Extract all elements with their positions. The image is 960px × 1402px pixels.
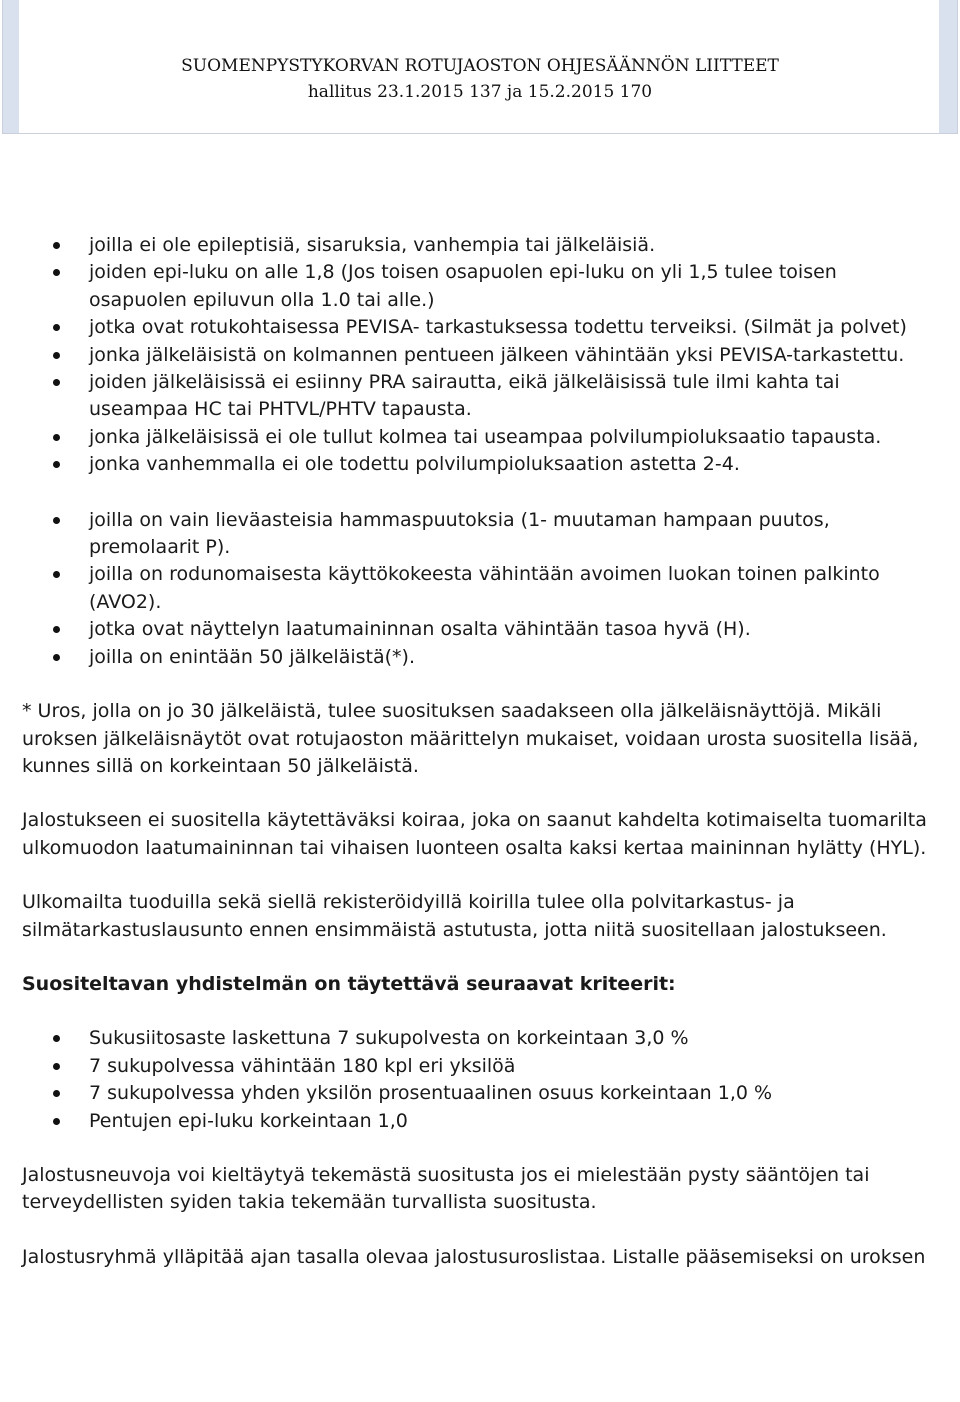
bullet-icon xyxy=(53,242,60,249)
bullet-icon xyxy=(53,379,60,386)
criteria-list-1 xyxy=(22,232,938,479)
list-item: joilla on rodunomaisesta käyttökokeesta vähintään avoimen luokan toinen palkinto (AVO2). xyxy=(22,561,938,616)
bullet-icon xyxy=(53,626,60,633)
advisor-refusal-paragraph: Jalostusneuvoja voi kieltäytyä tekemästä suositusta jos ei mielestään pysty sääntöjen tai terveydellisten syiden takia tekemään turvallista suositusta. xyxy=(22,1163,870,1214)
bullet-icon xyxy=(53,1118,60,1125)
bullet-icon xyxy=(53,1063,60,1070)
criteria-list-2 xyxy=(22,507,938,671)
combination-criteria-list xyxy=(22,1025,938,1135)
not-recommended-paragraph: Jalostukseen ei suositella käytettäväksi koiraa, joka on saanut kahdelta kotimaiselta tuomarilta ulkomuodon laatumaininnan tai vihaisen luonteen osalta kaksi kertaa maininnan hylätty (HYL). xyxy=(22,809,927,859)
list-item: 7 sukupolvessa vähintään 180 kpl eri yksilöä xyxy=(22,1053,938,1080)
list-item: jotka ovat rotukohtaisessa PEVISA- tarkastuksessa todettu terveiksi. (Silmät ja polvet) xyxy=(22,314,938,341)
document-title: SUOMENPYSTYKORVAN ROTUJAOSTON OHJESÄÄNNÖN LIITTEET xyxy=(181,56,779,76)
bullet-icon xyxy=(53,517,60,524)
bullet-icon xyxy=(53,1090,60,1097)
bullet-icon xyxy=(53,654,60,661)
bullet-icon xyxy=(53,269,60,276)
bullet-icon xyxy=(53,461,60,468)
list-item: jonka jälkeläisistä on kolmannen pentueen jälkeen vähintään yksi PEVISA-tarkastettu. xyxy=(22,342,938,369)
list-item: 7 sukupolvessa yhden yksilön prosentuaalinen osuus korkeintaan 1,0 % xyxy=(22,1080,938,1107)
bullet-icon xyxy=(53,352,60,359)
combination-heading: Suositeltavan yhdistelmän on täytettävä seuraavat kriteerit: xyxy=(22,972,676,995)
stud-list-paragraph: Jalostusryhmä ylläpitää ajan tasalla olevaa jalostusuroslistaa. Listalle pääsemiseksi on uroksen xyxy=(22,1245,926,1268)
list-item: jotka ovat näyttelyn laatumaininnan osalta vähintään tasoa hyvä (H). xyxy=(22,616,938,643)
imported-dogs-paragraph: Ulkomailta tuoduilla sekä siellä rekisteröidyillä koirilla tulee olla polvitarkastus- ja silmätarkastuslausunto ennen ensimmäistä astutusta, jotta niitä suositellaan jalostukseen. xyxy=(22,891,887,941)
list-item: Pentujen epi-luku korkeintaan 1,0 xyxy=(22,1108,938,1135)
list-item: joilla on vain lieväasteisia hammaspuutoksia (1- muutaman hampaan puutos, premolaarit P). xyxy=(22,507,938,562)
document-subtitle: hallitus 23.1.2015 137 ja 15.2.2015 170 xyxy=(307,82,653,102)
list-item: joilla ei ole epileptisiä, sisaruksia, vanhempia tai jälkeläisiä. xyxy=(22,232,938,259)
bullet-icon xyxy=(53,1035,60,1042)
page-header xyxy=(2,0,958,134)
list-item: joiden epi-luku on alle 1,8 (Jos toisen osapuolen epi-luku on yli 1,5 tulee toisen osapuolen epiluvun olla 1.0 tai alle.) xyxy=(22,259,938,314)
list-item: joilla on enintään 50 jälkeläistä(*). xyxy=(22,644,938,671)
document-body xyxy=(22,232,938,1271)
footnote-paragraph: * Uros, jolla on jo 30 jälkeläistä, tulee suosituksen saadakseen olla jälkeläisnäyttöjä. Mikäli uroksen jälkeläisnäytöt ovat rotujaoston määrittelyn mukaiset, voidaan urosta suositella lisää, kunnes sillä on korkeintaan 50 jälkeläistä. xyxy=(22,700,919,777)
bullet-icon xyxy=(53,324,60,331)
bullet-icon xyxy=(53,434,60,441)
list-item: Sukusiitosaste laskettuna 7 sukupolvesta on korkeintaan 3,0 % xyxy=(22,1025,938,1052)
list-item: jonka jälkeläisissä ei ole tullut kolmea tai useampaa polvilumpioluksaatio tapausta. xyxy=(22,424,938,451)
bullet-icon xyxy=(53,571,60,578)
list-item: jonka vanhemmalla ei ole todettu polvilumpioluksaation astetta 2-4. xyxy=(22,451,938,478)
list-item: joiden jälkeläisissä ei esiinny PRA sairautta, eikä jälkeläisissä tule ilmi kahta tai useampaa HC tai PHTVL/PHTV tapausta. xyxy=(22,369,938,424)
